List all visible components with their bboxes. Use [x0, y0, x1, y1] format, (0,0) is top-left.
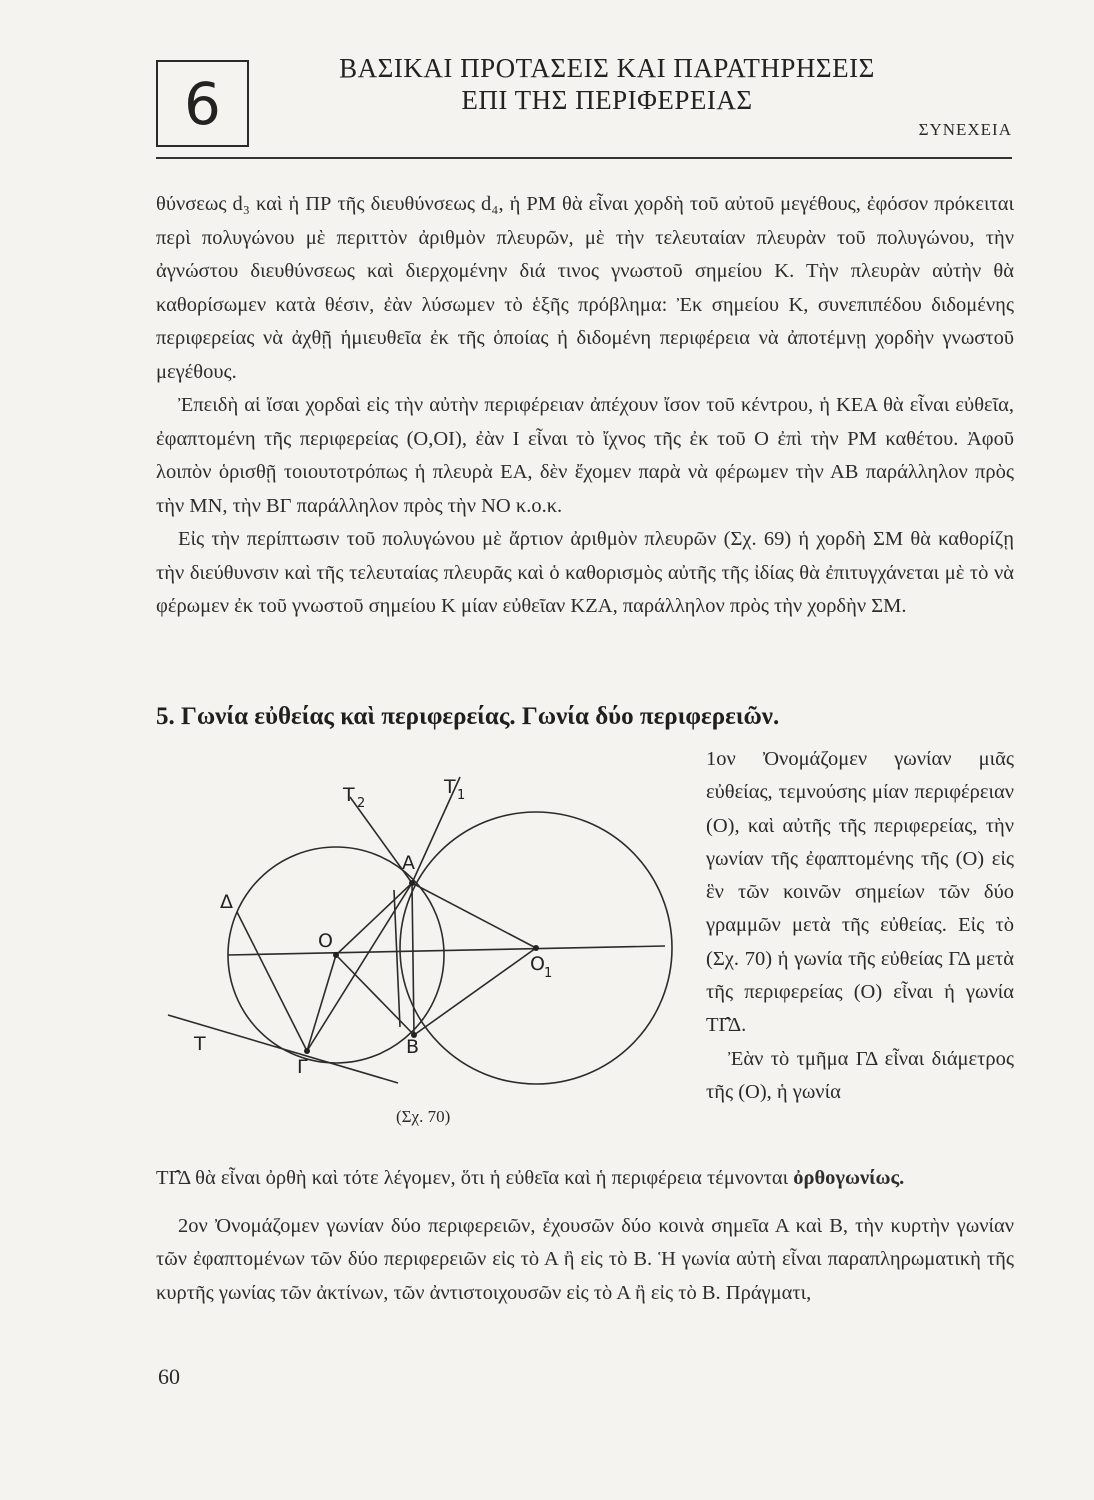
chord-GammaDelta: [237, 912, 307, 1051]
label-Delta: Δ: [220, 891, 233, 913]
continuation-label: ΣΥΝΕΧΕΙΑ: [918, 120, 1012, 139]
section-heading: 5. Γωνία εὐθείας καὶ περιφερείας. Γωνία δύο περιφερειῶν.: [156, 703, 780, 730]
continuation-bold-term: ὀρθογωνίως.: [793, 1167, 905, 1189]
label-O1: O: [530, 953, 545, 975]
label-T2: T: [343, 784, 355, 806]
body-text: [156, 188, 1014, 624]
paragraph-2: Ἐπειδὴ αἱ ἴσαι χορδαὶ εἰς τὴν αὐτὴν περιφέρειαν ἀπέχουν ἴσον τοῦ κέντρου, ἡ ΚΕΑ θὰ εἶναι εὐθεῖα, ἐφαπτομένη τῆς περιφερείας (Ο,ΟΙ), ἐὰν Ι εἶναι τὸ ἴχνος τῆς ἐκ τοῦ Ο ἐπὶ τὴν ΡΜ καθέτου. Ἀφοῦ λοιπὸν ὁρισθῇ τοιουτοτρόπως ἡ πλευρὰ ΕΑ, δὲν ἔχομεν παρὰ νὰ φέρωμεν τὴν ΑΒ παράλληλον πρὸς τὴν ΜΝ, τὴν ΒΓ παράλληλον πρὸς τὴν ΝΟ κ.ο.κ.: [156, 394, 1014, 517]
radius-OB: [336, 955, 414, 1035]
side-paragraph-1: 1ον Ὀνομάζομεν γωνίαν μιᾶς εὐθείας, τεμνούσης μίαν περιφέρειαν (Ο), καὶ αὐτῆς τῆς περιφερείας, τὴν γωνίαν τῆς ἐφαπτομένης τῆς (Ο) εἰς ἓν τῶν κοινῶν σημείων τῶν δύο γραμμῶν μετὰ τῆς εὐθείας. Εἰς τὸ (Σχ. 70) ἡ γωνία τῆς εὐθείας ΓΔ μετὰ τῆς περιφερείας (Ο) εἶναι ἡ γωνία ΤΓ̂Δ.: [706, 748, 1014, 1037]
paragraph-2on: 2ον Ὀνομάζομεν γωνίαν δύο περιφερειῶν, ἐχουσῶν δύο κοινὰ σημεῖα Α καὶ Β, τὴν κυρτὴν γωνίαν τῶν ἐφαπτομένων τῶν δύο περιφερειῶν εἰς τὸ Α ἢ εἰς τὸ Β. Ἡ γωνία αὐτὴ εἶναι παραπληρωματικὴ τῆς κυρτῆς γωνίας τῶν ἀκτίνων, τῶν ἀντιστοιχουσῶν εἰς τὸ Α ἢ εἰς τὸ Β. Πράγματι,: [156, 1214, 1014, 1304]
label-O1-sub: 1: [544, 966, 553, 981]
line-center: [228, 946, 665, 955]
label-T1-sub: 1: [457, 788, 466, 803]
common-chord-AB: [412, 883, 414, 1035]
line-Gamma-A: [307, 883, 412, 1051]
chapter-number: 6: [184, 69, 221, 138]
radius-O1A: [412, 883, 536, 948]
body-text-continued: [156, 1162, 1014, 1310]
chapter-title-line2: ΕΠΙ ΤΗΣ ΠΕΡΙΦΕΡΕΙΑΣ: [461, 85, 753, 115]
label-T: T: [194, 1033, 206, 1055]
figure-70: [150, 765, 690, 1095]
label-T2-sub: 2: [357, 796, 366, 811]
label-A: A: [402, 852, 415, 874]
chapter-title: [262, 52, 952, 116]
figure-caption: (Σχ. 70): [396, 1107, 451, 1126]
point-O1: [533, 945, 539, 951]
point-O: [333, 952, 339, 958]
continuation-line: [156, 1162, 1014, 1196]
paragraph-3: Εἰς τὴν περίπτωσιν τοῦ πολυγώνου μὲ ἄρτιον ἀριθμὸν πλευρῶν (Σχ. 69) ἡ χορδὴ ΣΜ θὰ καθορίζῃ τὴν διεύθυνσιν καὶ τῆς τελευταίας πλευρᾶς καὶ ὁ καθορισμὸς αὐτῆς τῆς ἰδίας θὰ ἐπιτυγχάνεται μὲ τὸ νὰ φέρωμεν ἐκ τοῦ γνωστοῦ σημείου Κ μίαν εὐθεῖαν ΚΖΑ, παράλληλον πρὸς τὴν χορδὴν ΣΜ.: [156, 528, 1014, 617]
label-Gamma: Γ: [297, 1056, 308, 1078]
side-text: [706, 743, 1014, 1109]
chapter-title-line1: ΒΑΣΙΚΑΙ ΠΡΟΤΑΣΕΙΣ ΚΑΙ ΠΑΡΑΤΗΡΗΣΕΙΣ: [339, 53, 875, 83]
label-T1: T: [444, 776, 456, 798]
label-B: B: [406, 1036, 420, 1058]
page-number: 60: [158, 1364, 180, 1389]
label-O: O: [318, 930, 333, 952]
side-paragraph-2: Ἐὰν τὸ τμῆμα ΓΔ εἶναι διάμετρος τῆς (Ο), ἡ γωνία: [706, 1047, 1014, 1103]
point-A: [409, 880, 415, 886]
point-Gamma: [304, 1048, 310, 1054]
paragraph-1: θύνσεως d₃ καὶ ἡ ΠΡ τῆς διευθύνσεως d₄, ἡ ΡΜ θὰ εἶναι χορδὴ τοῦ αὐτοῦ μεγέθους, ἐφόσον πρόκειται περὶ πολυγώνου μὲ περιττὸν ἀριθμὸν πλευρῶν, μὲ τὴν τελευταίαν πλευρὰν τοῦ πολυγώνου, τὴν ἀγνώστου διευθύνσεως καὶ διερχομένην διά τινος γνωστοῦ σημείου Κ. Τὴν πλευρὰν αὐτὴν θὰ καθορίσωμεν κατὰ θέσιν, ἐὰν λύσωμεν τὸ ἑξῆς πρόβλημα: Ἐκ σημείου Κ, συνεπιπέδου διδομένης περιφερείας νὰ ἀχθῇ ἡμιευθεῖα ἐκ τῆς ὁποίας ἡ διδομένη περιφέρεια νὰ ἀποτέμνῃ χορδὴν γνωστοῦ μεγέθους.: [156, 193, 1014, 383]
line-Gamma-O: [307, 955, 336, 1051]
inner-arc-helper: [394, 890, 400, 1027]
radius-O1B: [414, 948, 536, 1035]
header-rule: [156, 157, 1012, 159]
continuation-text: ΤΓ̂Δ θὰ εἶναι ὀρθὴ καὶ τότε λέγομεν, ὅτι ἡ εὐθεῖα καὶ ἡ περιφέρεια τέμνονται: [156, 1167, 789, 1189]
chapter-number-box: [156, 60, 249, 147]
